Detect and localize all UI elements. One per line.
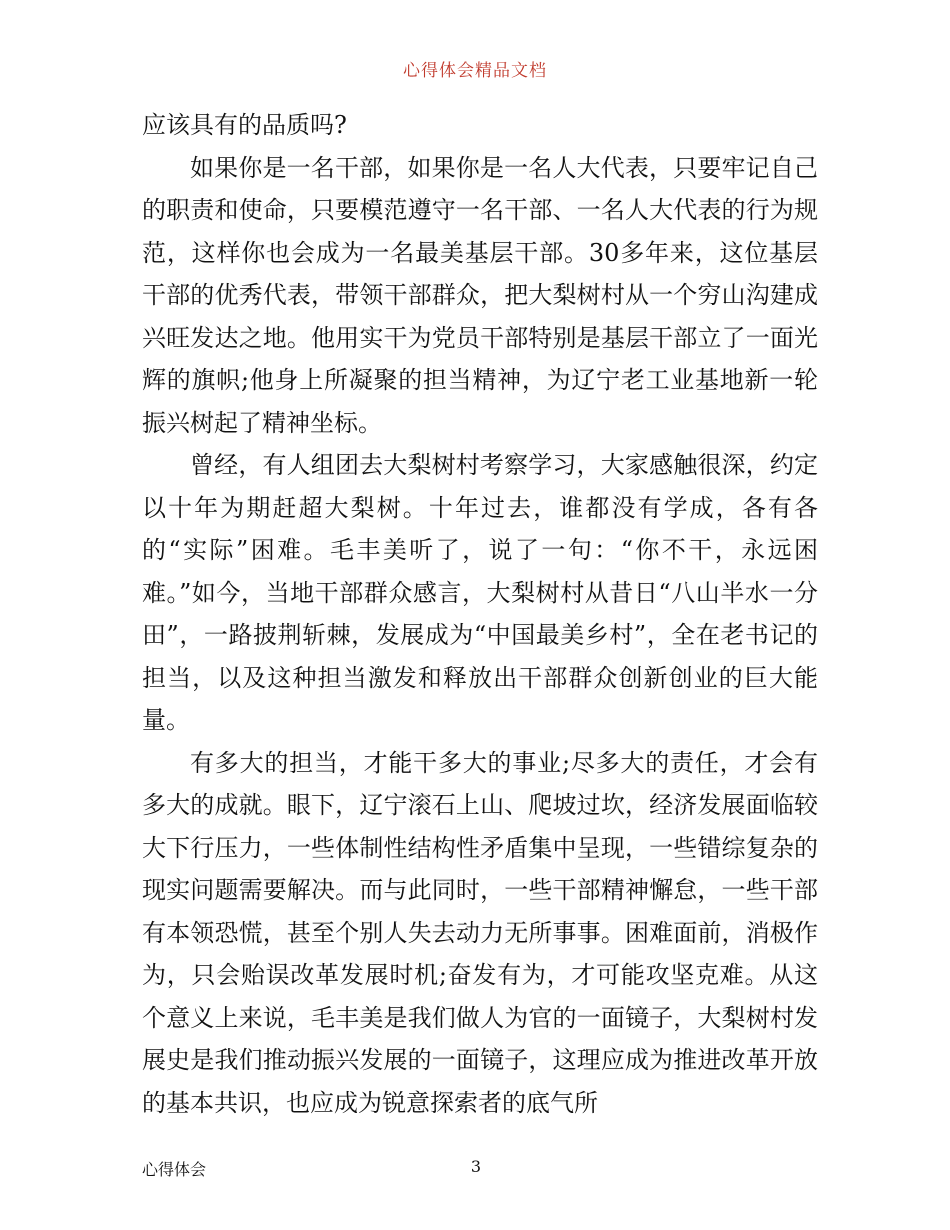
paragraph: 如果你是一名干部，如果你是一名人大代表，只要牢记自己的职责和使命，只要模范遵守一名干部、一名人大代表的行为规范，这样你也会成为一名最美基层干部。30多年来，这位基层干部的优秀代表，带领干部群众，把大梨树村从一个穷山沟建成兴旺发达之地。他用实干为党员干部特别是基层干部立了一面光辉的旗帜;他身上所凝聚的担当精神，为辽宁老工业基地新一轮振兴树起了精神坐标。 [142, 153, 818, 437]
page-number: 3 [470, 1157, 482, 1176]
document-body [142, 104, 818, 1124]
paragraph: 曾经，有人组团去大梨树村考察学习，大家感触很深，约定以十年为期赶超大梨树。十年过去，谁都没有学成，各有各的“实际”困难。毛丰美听了，说了一句：“你不干，永远困难。”如今，当地干部群众感言，大梨树村从昔日“八山半水一分田”，一路披荆斩棘，发展成为“中国最美乡村”，全在老书记的担当，以及这种担当激发和释放出干部群众创新创业的巨大能量。 [142, 451, 818, 734]
footer-label: 心得体会 [142, 1160, 207, 1179]
paragraph: 有多大的担当，才能干多大的事业;尽多大的责任，才会有多大的成就。眼下，辽宁滚石上山、爬坡过坎，经济发展面临较大下行压力，一些体制性结构性矛盾集中呈现，一些错综复杂的现实问题需要解决。而与此同时，一些干部精神懈怠，一些干部有本领恐慌，甚至个别人失去动力无所事事。困难面前，消极作为，只会贻误改革发展时机;奋发有为，才可能攻坚克难。从这个意义上来说，毛丰美是我们做人为官的一面镜子，大梨树村发展史是我们推动振兴发展的一面镜子，这理应成为推进改革开放的基本共识，也应成为锐意探索者的底气所 [142, 748, 818, 1117]
page-header-title: 心得体会精品文档 [403, 61, 547, 81]
paragraph-continuation: 应该具有的品质吗? [142, 111, 347, 139]
